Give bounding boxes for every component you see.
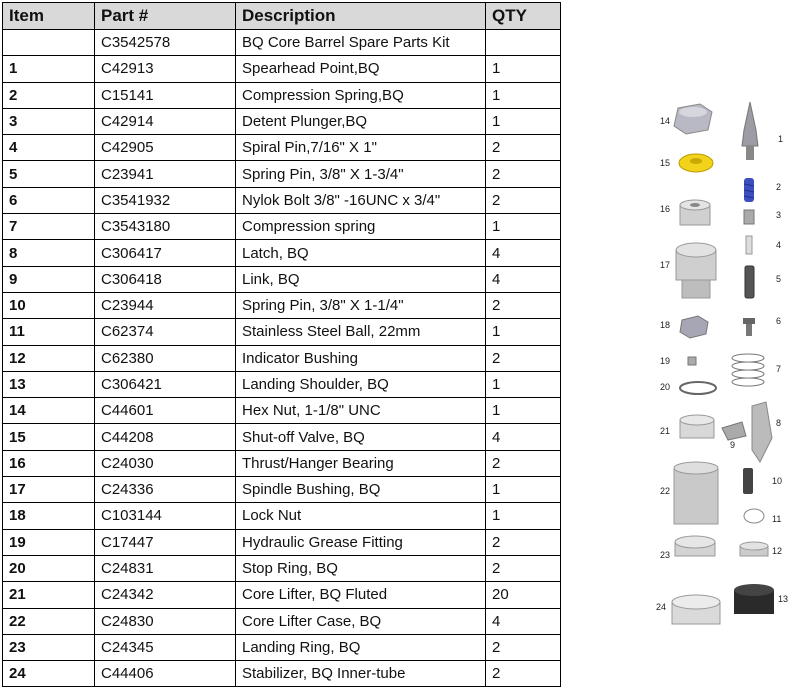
qty-cell: 1: [486, 398, 561, 424]
description-cell: Spiral Pin,7/16" X 1": [236, 135, 486, 161]
table-row: [3, 108, 561, 134]
exploded-parts-diagram: [600, 90, 800, 640]
table-row: [3, 161, 561, 187]
item-cell: 20: [3, 555, 95, 581]
part-number-cell: C24336: [95, 477, 236, 503]
description-cell: Spindle Bushing, BQ: [236, 477, 486, 503]
description-cell: Spring Pin, 3/8" X 1-1/4": [236, 292, 486, 318]
item-cell: 5: [3, 161, 95, 187]
part-number-cell: C23944: [95, 292, 236, 318]
part-number-cell: C103144: [95, 503, 236, 529]
callout-label-13: 13: [778, 594, 789, 604]
table-row: [3, 398, 561, 424]
qty-cell: 4: [486, 424, 561, 450]
part-3-detent-plunger: [744, 210, 754, 224]
table-row: [3, 529, 561, 555]
description-cell: Hydraulic Grease Fitting: [236, 529, 486, 555]
item-cell: [3, 30, 95, 56]
item-cell: 4: [3, 135, 95, 161]
table-row: [3, 56, 561, 82]
part-number-cell: C306418: [95, 266, 236, 292]
item-cell: 13: [3, 371, 95, 397]
part-18-lock-nut: [680, 316, 708, 338]
qty-cell: 2: [486, 661, 561, 687]
callout-label-9: 9: [730, 440, 736, 450]
description-cell: Stainless Steel Ball, 22mm: [236, 319, 486, 345]
part-11-steel-ball: [744, 509, 764, 523]
description-cell: BQ Core Barrel Spare Parts Kit: [236, 30, 486, 56]
table-row: [3, 477, 561, 503]
part-number-cell: C24830: [95, 608, 236, 634]
item-cell: 22: [3, 608, 95, 634]
item-cell: 16: [3, 450, 95, 476]
table-row: [3, 555, 561, 581]
description-cell: Detent Plunger,BQ: [236, 108, 486, 134]
table-header-row: [3, 3, 561, 30]
callout-label-16: 16: [660, 204, 671, 214]
part-number-cell: C24831: [95, 555, 236, 581]
header-item: Item: [3, 3, 95, 30]
part-21-core-lifter: [680, 415, 714, 438]
callout-label-4: 4: [776, 240, 782, 250]
description-cell: Landing Ring, BQ: [236, 634, 486, 660]
qty-cell: 1: [486, 477, 561, 503]
item-cell: 11: [3, 319, 95, 345]
callout-label-19: 19: [660, 356, 671, 366]
callout-label-2: 2: [776, 182, 782, 192]
table-row: [3, 266, 561, 292]
table-row: [3, 82, 561, 108]
description-cell: Latch, BQ: [236, 240, 486, 266]
part-number-cell: C42914: [95, 108, 236, 134]
item-cell: 7: [3, 214, 95, 240]
description-cell: Landing Shoulder, BQ: [236, 371, 486, 397]
part-number-cell: C306417: [95, 240, 236, 266]
part-4-spiral-pin: [746, 236, 752, 254]
description-cell: Stabilizer, BQ Inner-tube: [236, 661, 486, 687]
qty-cell: [486, 30, 561, 56]
description-cell: Compression Spring,BQ: [236, 82, 486, 108]
callout-label-8: 8: [776, 418, 782, 428]
description-cell: Thrust/Hanger Bearing: [236, 450, 486, 476]
part-22-core-lifter-case: [674, 462, 718, 524]
part-number-cell: C44601: [95, 398, 236, 424]
description-cell: Spring Pin, 3/8" X 1-3/4": [236, 161, 486, 187]
part-number-cell: C42913: [95, 56, 236, 82]
part-14-hex-nut: [674, 104, 712, 134]
qty-cell: 2: [486, 292, 561, 318]
table-row: [3, 214, 561, 240]
part-16-bearing: [680, 200, 710, 225]
part-number-cell: C44406: [95, 661, 236, 687]
item-cell: 12: [3, 345, 95, 371]
part-number-cell: C306421: [95, 371, 236, 397]
callout-label-23: 23: [660, 550, 671, 560]
qty-cell: 4: [486, 266, 561, 292]
description-cell: Nylok Bolt 3/8" -16UNC x 3/4": [236, 187, 486, 213]
part-19-grease-fitting: [688, 357, 696, 365]
part-number-cell: C3542578: [95, 30, 236, 56]
qty-cell: 1: [486, 214, 561, 240]
qty-cell: 2: [486, 450, 561, 476]
description-cell: Shut-off Valve, BQ: [236, 424, 486, 450]
description-cell: Hex Nut, 1-1/8" UNC: [236, 398, 486, 424]
qty-cell: 1: [486, 503, 561, 529]
part-20-stop-ring: [680, 382, 716, 394]
item-cell: 23: [3, 634, 95, 660]
qty-cell: 4: [486, 608, 561, 634]
part-number-cell: C17447: [95, 529, 236, 555]
part-number-cell: C15141: [95, 82, 236, 108]
part-12-indicator-bushing: [740, 542, 768, 556]
part-13-landing-shoulder: [734, 584, 774, 614]
part-17-spindle-bushing: [676, 243, 716, 298]
callout-label-6: 6: [776, 316, 782, 326]
table-row: [3, 424, 561, 450]
item-cell: 8: [3, 240, 95, 266]
qty-cell: 2: [486, 529, 561, 555]
table-row: [3, 135, 561, 161]
callout-label-17: 17: [660, 260, 671, 270]
item-cell: 1: [3, 56, 95, 82]
table-row: [3, 187, 561, 213]
part-23-landing-ring: [675, 536, 715, 556]
callout-label-21: 21: [660, 426, 671, 436]
qty-cell: 2: [486, 161, 561, 187]
callout-label-3: 3: [776, 210, 782, 220]
item-cell: 15: [3, 424, 95, 450]
description-cell: Indicator Bushing: [236, 345, 486, 371]
parts-table: [2, 2, 561, 687]
part-number-cell: C3541932: [95, 187, 236, 213]
qty-cell: 1: [486, 108, 561, 134]
item-cell: 24: [3, 661, 95, 687]
table-row: [3, 608, 561, 634]
callout-label-10: 10: [772, 476, 783, 486]
callout-label-1: 1: [778, 134, 784, 144]
description-cell: Stop Ring, BQ: [236, 555, 486, 581]
table-row: [3, 319, 561, 345]
part-24-stabilizer: [672, 595, 720, 624]
description-cell: Core Lifter, BQ Fluted: [236, 582, 486, 608]
part-9-link: [722, 422, 746, 440]
callout-label-20: 20: [660, 382, 671, 392]
callout-label-15: 15: [660, 158, 671, 168]
qty-cell: 1: [486, 371, 561, 397]
item-cell: 10: [3, 292, 95, 318]
table-row: [3, 582, 561, 608]
callout-label-18: 18: [660, 320, 671, 330]
callout-label-11: 11: [772, 514, 782, 524]
qty-cell: 1: [486, 56, 561, 82]
part-number-cell: C62374: [95, 319, 236, 345]
table-row: [3, 634, 561, 660]
part-7-compression-spring: [732, 354, 764, 386]
table-row: [3, 661, 561, 687]
item-cell: 14: [3, 398, 95, 424]
description-cell: Lock Nut: [236, 503, 486, 529]
description-cell: Core Lifter Case, BQ: [236, 608, 486, 634]
table-row: [3, 371, 561, 397]
header-description: Description: [236, 3, 486, 30]
item-cell: 19: [3, 529, 95, 555]
part-6-nylok-bolt: [743, 318, 755, 336]
qty-cell: 20: [486, 582, 561, 608]
item-cell: 18: [3, 503, 95, 529]
part-number-cell: C62380: [95, 345, 236, 371]
item-cell: 9: [3, 266, 95, 292]
item-cell: 21: [3, 582, 95, 608]
callout-label-7: 7: [776, 364, 782, 374]
header-part-number: Part #: [95, 3, 236, 30]
part-number-cell: C24345: [95, 634, 236, 660]
item-cell: 3: [3, 108, 95, 134]
item-cell: 2: [3, 82, 95, 108]
part-1-spearhead: [742, 102, 758, 160]
part-number-cell: C24342: [95, 582, 236, 608]
item-cell: 6: [3, 187, 95, 213]
part-10-spring-pin: [743, 468, 753, 494]
qty-cell: 2: [486, 634, 561, 660]
part-8-latch: [752, 402, 772, 462]
table-row: [3, 450, 561, 476]
qty-cell: 4: [486, 240, 561, 266]
description-cell: Link, BQ: [236, 266, 486, 292]
table-row: [3, 292, 561, 318]
description-cell: Spearhead Point,BQ: [236, 56, 486, 82]
callout-label-14: 14: [660, 116, 671, 126]
callout-label-5: 5: [776, 274, 782, 284]
qty-cell: 2: [486, 187, 561, 213]
callout-label-24: 24: [656, 602, 667, 612]
table-row: [3, 240, 561, 266]
callout-label-12: 12: [772, 546, 783, 556]
callout-label-22: 22: [660, 486, 671, 496]
item-cell: 17: [3, 477, 95, 503]
part-number-cell: C42905: [95, 135, 236, 161]
qty-cell: 1: [486, 319, 561, 345]
part-number-cell: C44208: [95, 424, 236, 450]
table-row: [3, 30, 561, 56]
qty-cell: 1: [486, 82, 561, 108]
part-number-cell: C3543180: [95, 214, 236, 240]
part-2-spring: [744, 178, 754, 202]
qty-cell: 2: [486, 135, 561, 161]
qty-cell: 2: [486, 345, 561, 371]
part-5-spring-pin: [745, 266, 754, 298]
table-row: [3, 503, 561, 529]
header-qty: QTY: [486, 3, 561, 30]
qty-cell: 2: [486, 555, 561, 581]
part-number-cell: C24030: [95, 450, 236, 476]
description-cell: Compression spring: [236, 214, 486, 240]
part-15-shutoff-valve: [679, 154, 713, 172]
table-row: [3, 345, 561, 371]
part-number-cell: C23941: [95, 161, 236, 187]
